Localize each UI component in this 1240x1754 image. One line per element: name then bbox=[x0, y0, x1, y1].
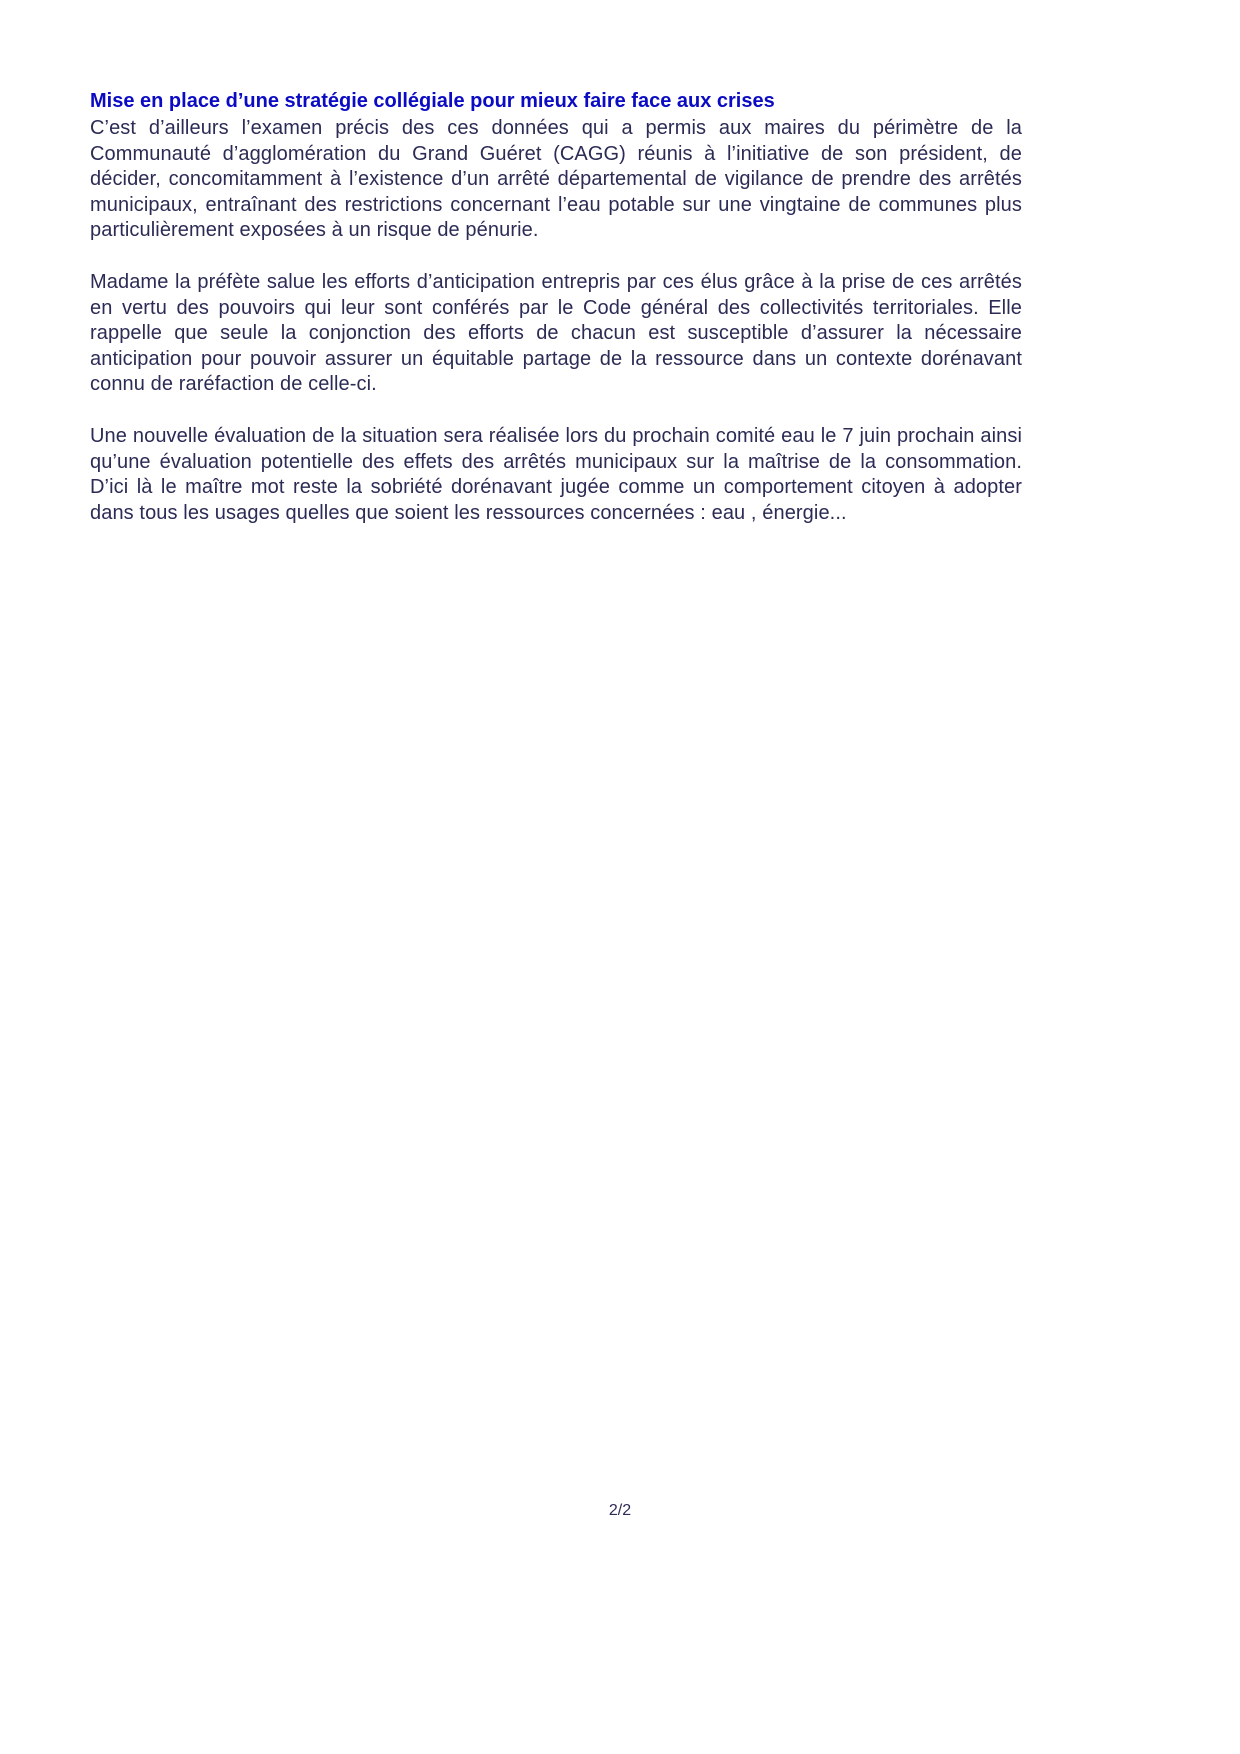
paragraph-3: Une nouvelle évaluation de la situation sera réalisée lors du prochain comité eau le 7 juin prochain ainsi qu’une évaluation potentielle des effets des arrêtés municipaux sur la maîtrise de la consommation. D’ici là le maître mot reste la sobriété dorénavant jugée comme un comportement citoyen à adopter dans tous les usages quelles que soient les ressources concernées : eau , énergie... bbox=[90, 424, 1022, 524]
paragraph-2: Madame la préfète salue les efforts d’anticipation entrepris par ces élus grâce à la prise de ces arrêtés en vertu des pouvoirs qui leur sont conférés par le Code général des collectivités territoriales. Elle rappelle que seule la conjonction des efforts de chacun est susceptible d’assurer la nécessaire anticipation pour pouvoir assurer un équitable partage de la ressource dans un contexte dorénavant connu de raréfaction de celle-ci. bbox=[90, 270, 1022, 396]
document-content bbox=[90, 88, 1022, 552]
section-heading: Mise en place d’une stratégie collégiale pour mieux faire face aux crises bbox=[90, 90, 775, 112]
page-number: 2/2 bbox=[608, 1502, 632, 1519]
paragraph-1: C’est d’ailleurs l’examen précis des ces données qui a permis aux maires du périmètre de la Communauté d’agglomération du Grand Guéret (CAGG) réunis à l’initiative de son président, de décider, concomitamment à l’existence d’un arrêté départemental de vigilance de prendre des arrêtés municipaux, entraînant des restrictions concernant l’eau potable sur une vingtaine de communes plus particulièrement exposées à un risque de pénurie. bbox=[90, 117, 1022, 242]
